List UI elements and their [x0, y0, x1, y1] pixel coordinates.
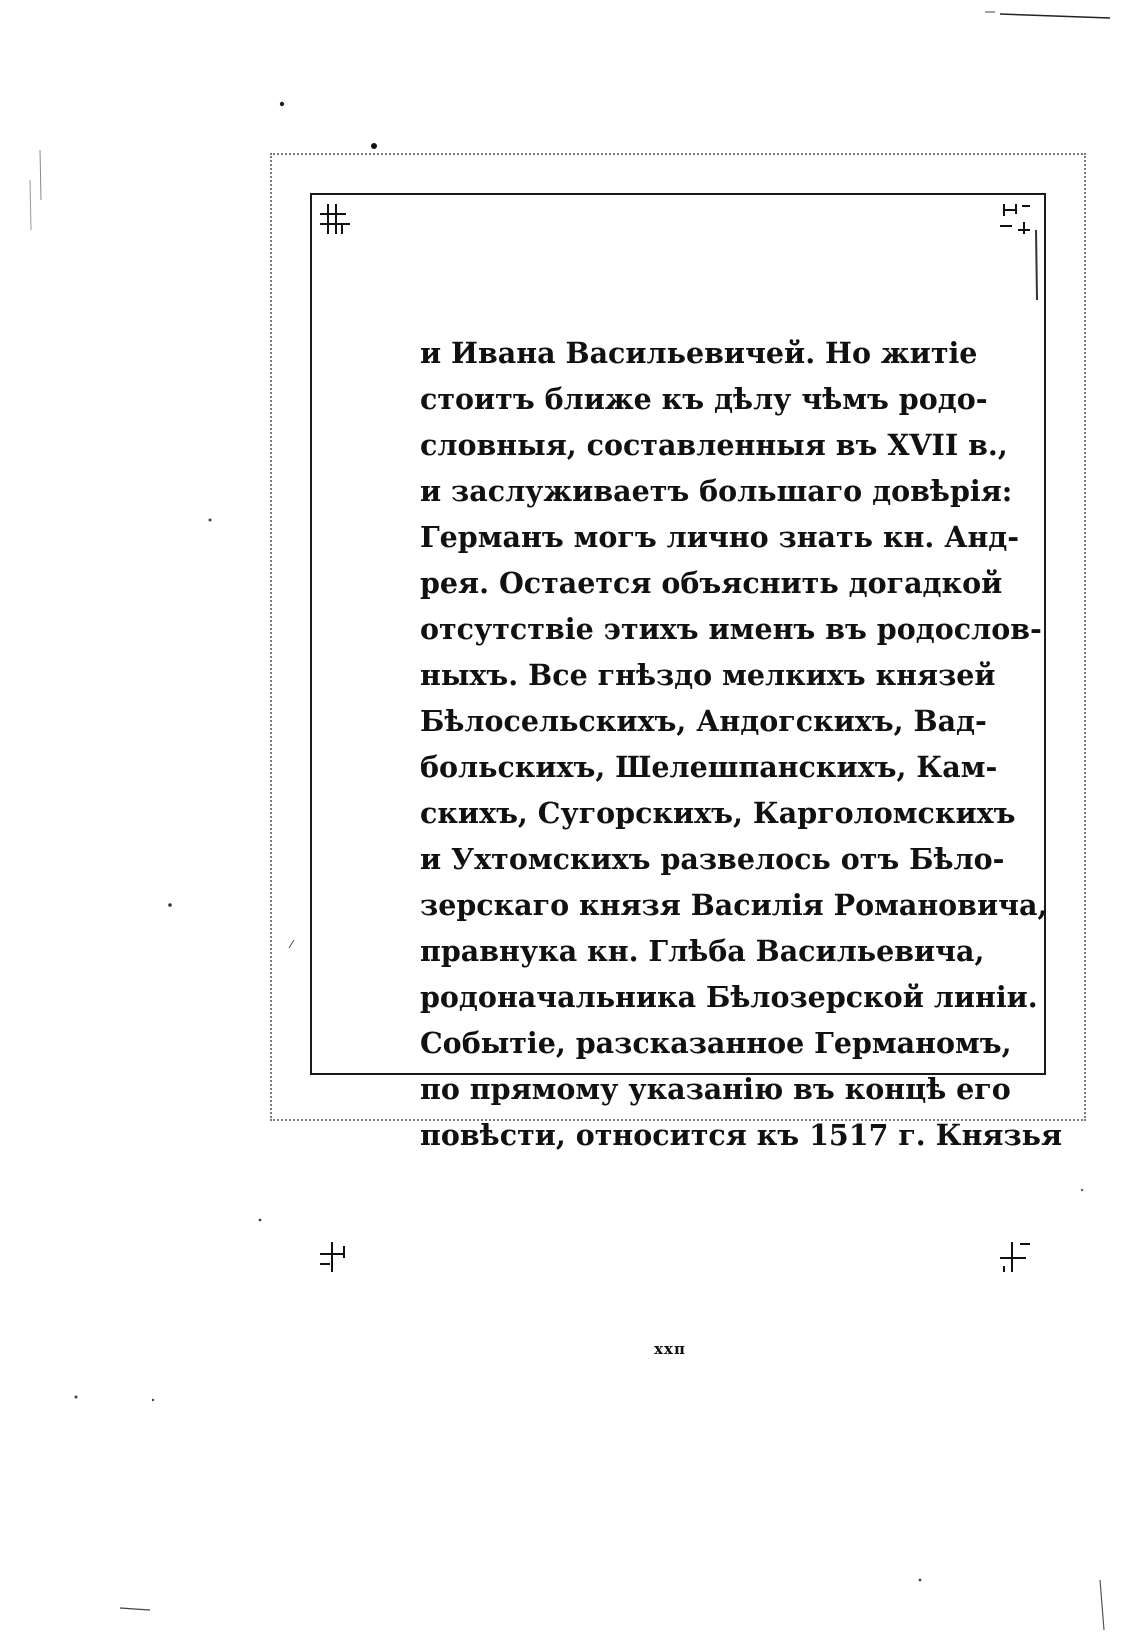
text-line: и Ивана Васильевичей. Но житіе — [420, 336, 978, 370]
text-line: повѣсти, относится къ 1517 г. Князья — [420, 1118, 1063, 1152]
text-line: рея. Остается объяснить догадкой — [420, 566, 1003, 600]
text-line: и Ухтомскихъ развелось отъ Бѣло- — [420, 842, 1005, 876]
corner-ornament-top-left-icon — [316, 200, 354, 238]
text-line: правнука кн. Глѣба Васильевича, — [420, 934, 985, 968]
text-line: по прямому указанію въ концѣ его — [420, 1072, 1011, 1106]
corner-ornament-bottom-right-icon — [996, 1238, 1034, 1276]
text-line: Событіе, разсказанное Германомъ, — [420, 1026, 1012, 1060]
text-line: зерскаго князя Василія Романовича, — [420, 888, 1048, 922]
page-text-body — [420, 330, 1063, 1158]
text-line: Бѣлосельскихъ, Андогскихъ, Вад- — [420, 704, 987, 738]
corner-ornament-bottom-left-icon — [316, 1238, 354, 1276]
text-line: Германъ могъ лично знать кн. Анд- — [420, 520, 1020, 554]
text-line: словныя, составленныя въ XVII в., — [420, 428, 1008, 462]
text-line: ныхъ. Все гнѣздо мелкихъ князей — [420, 658, 996, 692]
text-line: скихъ, Сугорскихъ, Карголомскихъ — [420, 796, 1016, 830]
corner-ornament-top-right-icon — [996, 200, 1034, 238]
text-line: и заслуживаетъ большаго довѣрія: — [420, 474, 1013, 508]
text-line: стоитъ ближе къ дѣлу чѣмъ родо- — [420, 382, 988, 416]
text-line: родоначальника Бѣлозерской линіи. — [420, 980, 1038, 1014]
text-line: отсутствіе этихъ именъ въ родослов- — [420, 612, 1042, 646]
page-number: ххп — [654, 1340, 686, 1358]
text-line: больскихъ, Шелешпанскихъ, Кам- — [420, 750, 998, 784]
